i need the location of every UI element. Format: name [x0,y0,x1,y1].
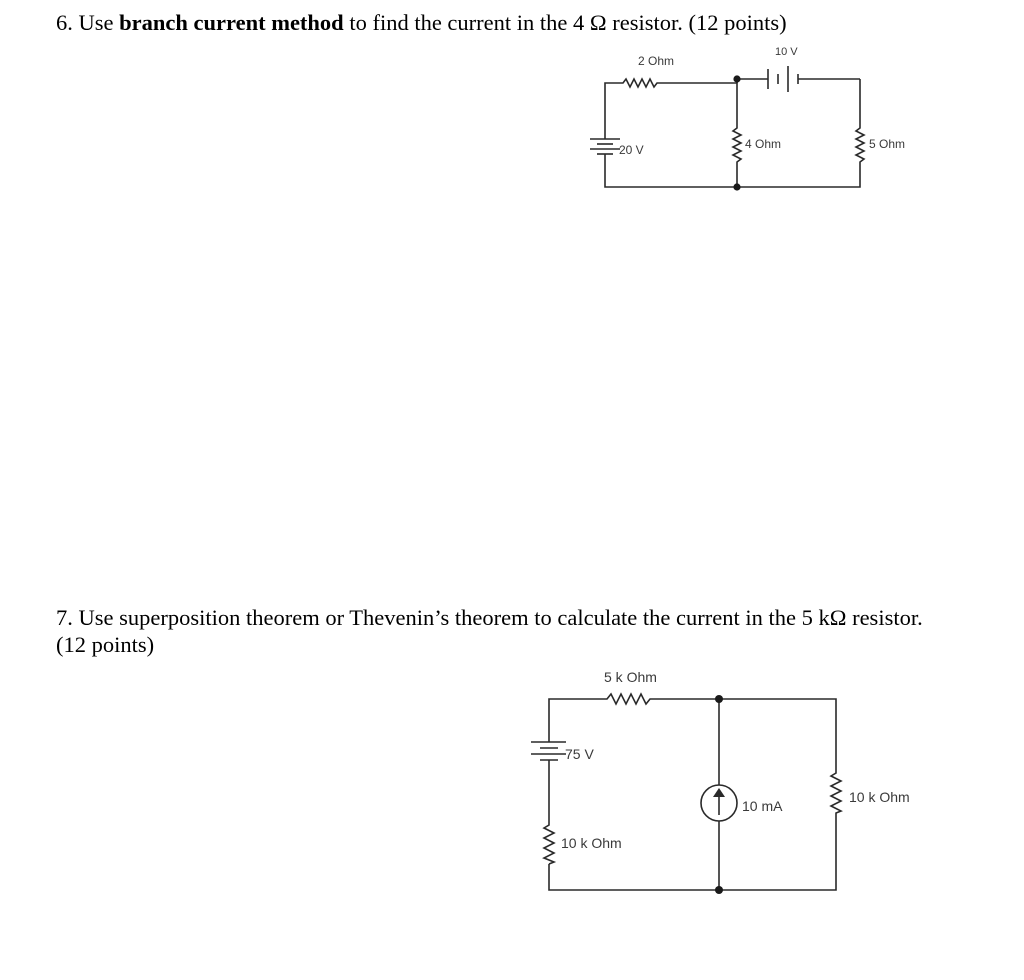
label-10v: 10 V [775,46,798,58]
question-6-number: 6. [56,10,73,35]
label-10k-ohm-right: 10 k Ohm [849,789,910,805]
question-6-pre: Use [78,10,114,35]
battery-10v [737,66,860,92]
question-6-post: to find the current in the 4 Ω resistor. (12 points) [349,10,787,35]
current-source-10ma [701,785,737,821]
junction-top [715,695,723,703]
battery-20v [590,139,620,154]
resistor-2-ohm [621,79,737,87]
junction-top [733,75,740,82]
battery-75v [531,742,566,760]
label-5k-ohm: 5 k Ohm [604,669,657,685]
junction-bottom [715,886,723,894]
question-6-method: branch current method [119,10,344,35]
label-10k-ohm-left: 10 k Ohm [561,835,622,851]
junction-bottom [733,183,740,190]
resistor-4-ohm [733,79,741,187]
wire-left-top [549,699,604,742]
label-10ma: 10 mA [742,798,783,814]
question-7-text: 7. Use superposition theorem or Thevenin’s theorem to calculate the current in the 5 kΩ resistor. (12 points) [56,605,923,657]
wire-left-top [605,83,621,139]
wire-left-bottom [605,154,860,187]
label-2-ohm: 2 Ohm [638,54,675,68]
resistor-10k-ohm-left [544,822,554,864]
resistor-5k-ohm [604,694,836,770]
resistor-10k-ohm-right [831,770,841,830]
label-4-ohm: 4 Ohm [745,137,782,151]
circuit-diagram-1 [0,0,1024,240]
label-5-ohm: 5 Ohm [869,137,906,151]
label-20v: 20 V [619,143,644,157]
circuit-diagram-2 [0,640,1024,960]
resistor-5-ohm [856,79,864,173]
label-75v: 75 V [565,746,594,762]
